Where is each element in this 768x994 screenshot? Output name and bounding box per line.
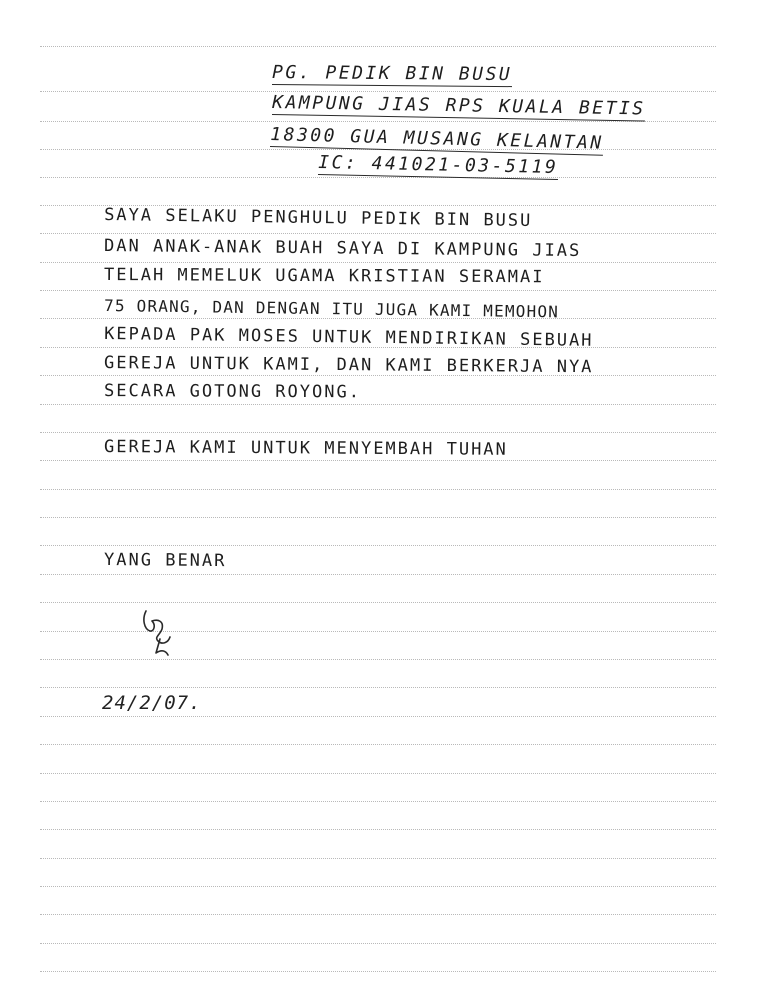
address-name: PG. PEDIK BIN BUSU	[272, 62, 513, 86]
body-line-2: DAN ANAK-ANAK BUAH SAYA DI KAMPUNG JIAS	[104, 236, 582, 261]
letter-date: 24/2/07.	[102, 692, 202, 714]
signature-mark	[138, 605, 182, 657]
body-line-7: SECARA GOTONG ROYONG.	[104, 381, 362, 403]
address-town: 18300 GUA MUSANG KELANTAN	[270, 124, 604, 154]
closing-statement: GEREJA KAMI UNTUK MENYEMBAH TUHAN	[104, 437, 508, 460]
body-line-1: SAYA SELAKU PENGHULU PEDIK BIN BUSU	[104, 205, 533, 231]
body-line-3: TELAH MEMELUK UGAMA KRISTIAN SERAMAI	[104, 265, 545, 288]
body-line-6: GEREJA UNTUK KAMI, DAN KAMI BERKERJA NYA	[104, 353, 594, 378]
sign-off: YANG BENAR	[104, 550, 227, 572]
address-ic-number: IC: 441021-03-5119	[318, 152, 559, 179]
body-line-5: KEPADA PAK MOSES UNTUK MENDIRIKAN SEBUAH	[104, 324, 594, 351]
address-village: KAMPUNG JIAS RPS KUALA BETIS	[272, 92, 646, 120]
body-line-4: 75 ORANG, DAN DENGAN ITU JUGA KAMI MEMOHON	[104, 296, 560, 322]
